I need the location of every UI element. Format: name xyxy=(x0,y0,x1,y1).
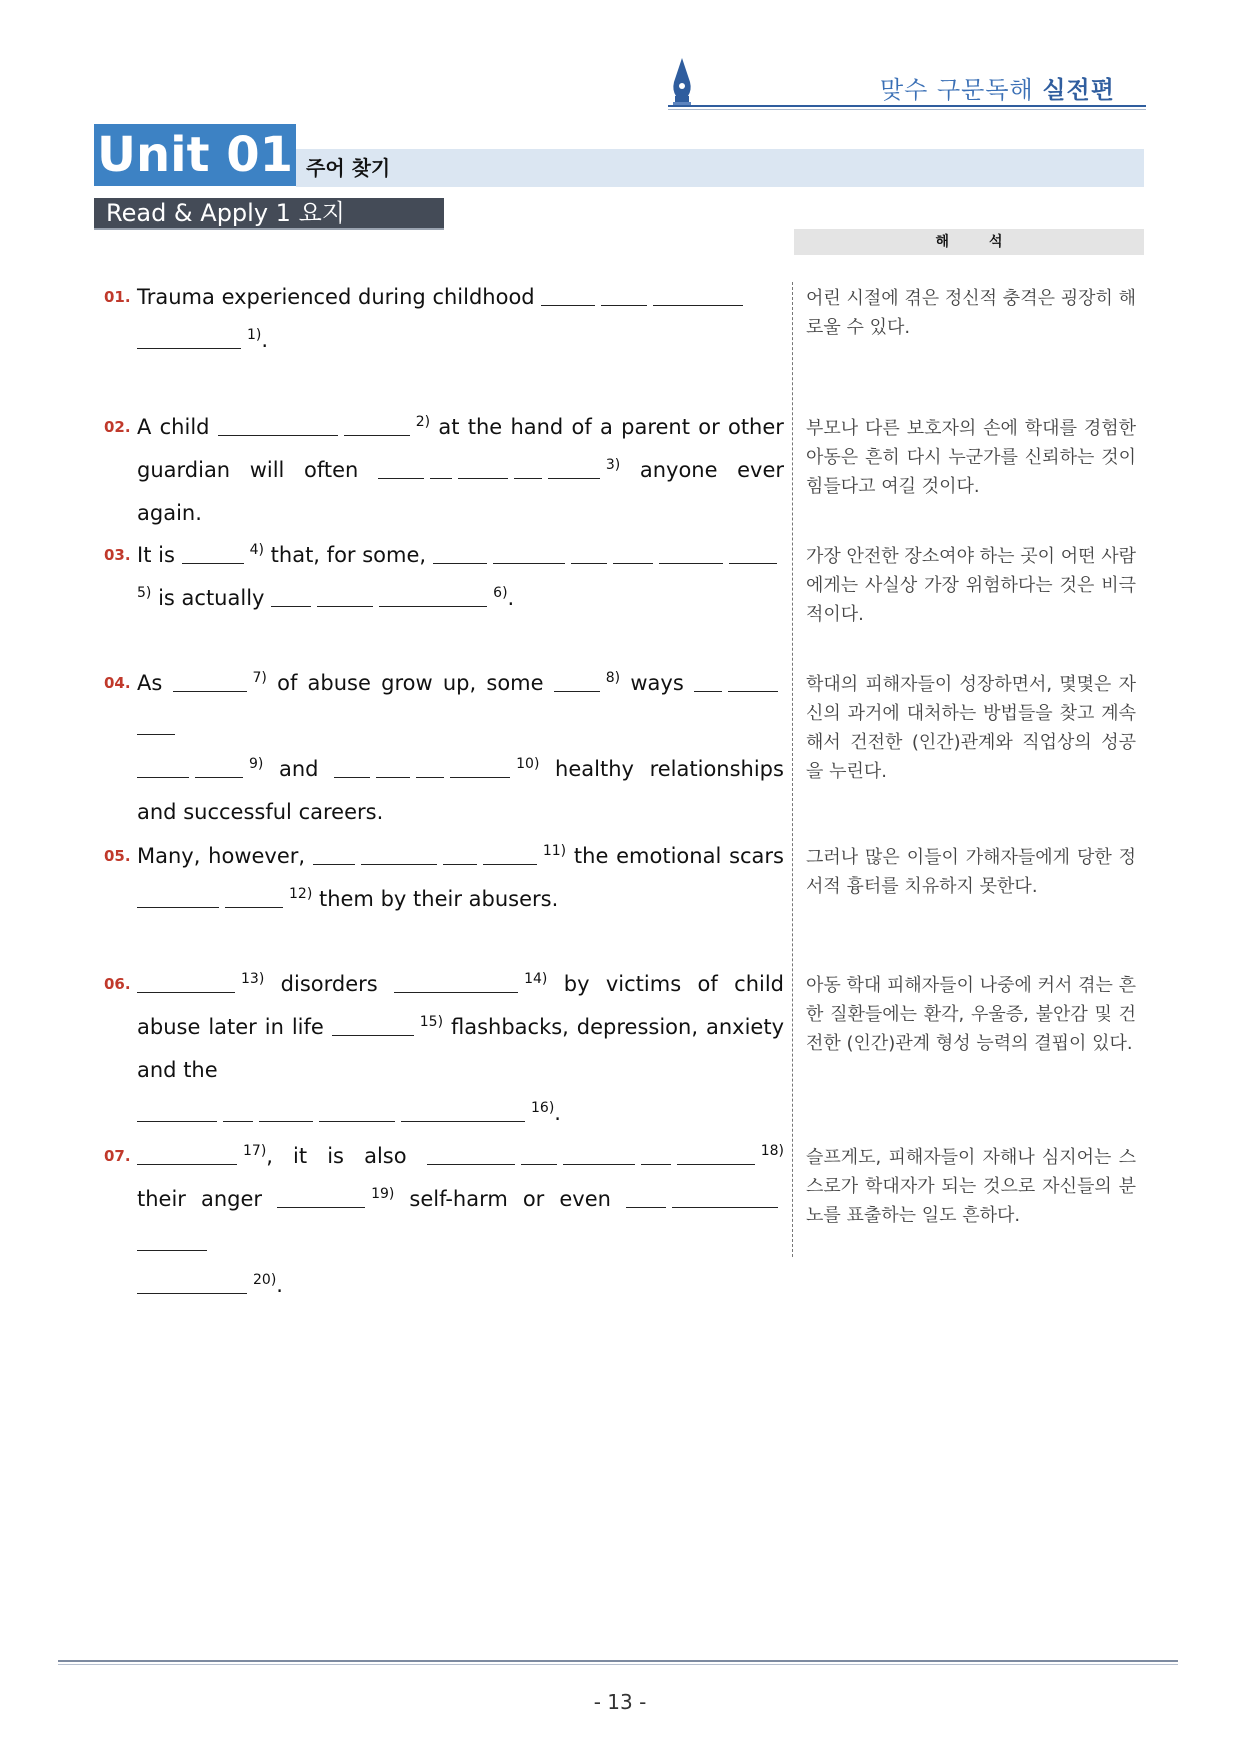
unit-subtitle: 주어 찾기 xyxy=(306,156,391,180)
sentence-4: As $^{7)}$ of abuse grow up, some $^{8)}$ ways $^{9)}$ and $^{10)}$ healthy relationships and successful careers. xyxy=(137,670,784,824)
translation-6: 아동 학대 피해자들이 나중에 커서 겪는 흔한 질환들에는 환각, 우울증, 불안감 및 건전한 (인간)관계 형성 능력의 결핍이 있다. xyxy=(806,975,1136,1054)
blank[interactable] xyxy=(137,970,235,993)
blank[interactable] xyxy=(173,669,247,692)
blank[interactable] xyxy=(137,755,189,778)
sentence-2: A child $^{2)}$ at the hand of a parent or other guardian will often $^{3)}$ anyone ever again. xyxy=(137,414,785,525)
item-number: 06. xyxy=(104,975,131,993)
blank[interactable] xyxy=(483,842,537,865)
blank[interactable] xyxy=(277,1185,365,1208)
blank[interactable] xyxy=(223,1099,253,1122)
blank[interactable] xyxy=(514,456,542,479)
blank[interactable] xyxy=(450,755,510,778)
blank[interactable] xyxy=(541,283,595,306)
blank[interactable] xyxy=(394,970,518,993)
blank[interactable] xyxy=(182,541,244,564)
blank[interactable] xyxy=(344,413,410,436)
footer-rule-thin xyxy=(58,1664,1178,1665)
section-title: Read & Apply 1 요지 xyxy=(94,198,444,228)
blank[interactable] xyxy=(554,669,600,692)
blank[interactable] xyxy=(659,541,723,564)
blank[interactable] xyxy=(653,283,743,306)
blank[interactable] xyxy=(137,1228,207,1251)
blank[interactable] xyxy=(430,456,452,479)
blank[interactable] xyxy=(458,456,508,479)
item-number: 03. xyxy=(104,546,131,564)
blank[interactable] xyxy=(313,842,355,865)
blank[interactable] xyxy=(332,1013,414,1036)
footer-rule xyxy=(58,1660,1178,1662)
blank[interactable] xyxy=(271,584,311,607)
book-title: 맞수 구문독해 실전편 xyxy=(880,76,1115,104)
blank[interactable] xyxy=(401,1099,525,1122)
item-number: 04. xyxy=(104,674,131,692)
blank[interactable] xyxy=(379,584,487,607)
translation-7: 슬프게도, 피해자들이 자해나 심지어는 스스로가 학대자가 되는 것으로 자신들의 분노를 표출하는 일도 흔하다. xyxy=(806,1147,1136,1226)
blank[interactable] xyxy=(493,541,565,564)
sentence-6: $^{13)}$ disorders $^{14)}$ by victims of child abuse later in life $^{15)}$ flashbacks, depression, anxiety and the $^{16)}$. xyxy=(137,971,785,1125)
blank[interactable] xyxy=(563,1142,635,1165)
translation-1: 어린 시절에 겪은 정신적 충격은 굉장히 해로울 수 있다. xyxy=(806,288,1136,338)
blank[interactable] xyxy=(728,669,778,692)
blank[interactable] xyxy=(376,755,410,778)
sentence-7: $^{17)}$, it is also $^{18)}$ their anger $^{19)}$ self-harm or even $^{20)}$. xyxy=(137,1143,784,1297)
sentence-3: It is $^{4)}$ that, for some, $^{5)}$ is actually $^{6)}$. xyxy=(137,534,784,620)
translation-4: 학대의 피해자들이 성장하면서, 몇몇은 자신의 과거에 대처하는 방법들을 찾고 계속해서 건전한 (인간)관계와 직업상의 성공을 누린다. xyxy=(806,674,1136,782)
blank[interactable] xyxy=(427,1142,515,1165)
unit-title: Unit 01 xyxy=(94,124,296,186)
blank[interactable] xyxy=(641,1142,671,1165)
blank[interactable] xyxy=(259,1099,313,1122)
translation-5: 그러나 많은 이들이 가해자들에게 당한 정서적 흉터를 치유하지 못한다. xyxy=(806,847,1136,897)
item-number: 01. xyxy=(104,288,131,306)
blank[interactable] xyxy=(677,1142,755,1165)
fountain-pen-icon xyxy=(668,56,696,106)
blank[interactable] xyxy=(218,413,338,436)
sentence-5: Many, however, $^{11)}$ the emotional scars $^{12)}$ them by their abusers. xyxy=(137,843,784,911)
section-title-shadow xyxy=(94,228,444,230)
translation-header: 해석 xyxy=(794,229,1144,255)
blank[interactable] xyxy=(626,1185,666,1208)
blank[interactable] xyxy=(521,1142,557,1165)
blank[interactable] xyxy=(694,669,722,692)
blank[interactable] xyxy=(137,1142,237,1165)
blank[interactable] xyxy=(443,842,477,865)
blank[interactable] xyxy=(225,885,283,908)
page-number: - 13 - xyxy=(593,1690,647,1714)
item-number: 05. xyxy=(104,847,131,865)
translation-3: 가장 안전한 장소여야 하는 곳이 어떤 사람에게는 사실상 가장 위험하다는 것은 비극적이다. xyxy=(806,546,1136,625)
blank[interactable] xyxy=(672,1185,778,1208)
blank[interactable] xyxy=(137,1099,217,1122)
blank[interactable] xyxy=(361,842,437,865)
blank[interactable] xyxy=(137,1271,247,1294)
blank[interactable] xyxy=(548,456,600,479)
blank[interactable] xyxy=(319,1099,395,1122)
blank[interactable] xyxy=(613,541,653,564)
blank[interactable] xyxy=(433,541,487,564)
blank[interactable] xyxy=(571,541,607,564)
blank[interactable] xyxy=(334,755,370,778)
header-rule xyxy=(668,105,1146,107)
blank[interactable] xyxy=(137,326,241,349)
translation-2: 부모나 다른 보호자의 손에 학대를 경험한 아동은 흔히 다시 누군가를 신뢰하는 것이 힘들다고 여길 것이다. xyxy=(806,418,1136,497)
blank[interactable] xyxy=(416,755,444,778)
blank[interactable] xyxy=(601,283,647,306)
column-divider xyxy=(792,282,793,1257)
blank[interactable] xyxy=(729,541,777,564)
sentence-1: Trauma experienced during childhood $^{1)}$. xyxy=(137,276,784,362)
blank[interactable] xyxy=(137,712,175,735)
unit-subtitle-bar xyxy=(296,149,1144,187)
blank[interactable] xyxy=(317,584,373,607)
item-number: 07. xyxy=(104,1147,131,1165)
blank[interactable] xyxy=(137,885,219,908)
header-rule-thin xyxy=(668,109,1146,110)
blank[interactable] xyxy=(195,755,243,778)
blank[interactable] xyxy=(378,456,424,479)
item-number: 02. xyxy=(104,418,131,436)
